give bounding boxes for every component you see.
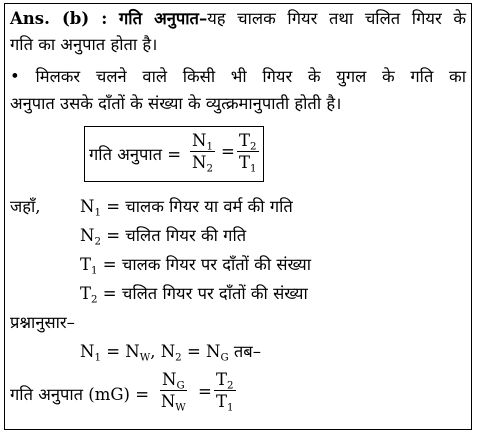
boxed-fraction-speed xyxy=(190,130,215,173)
bullet-line1 xyxy=(10,66,466,88)
final-fraction-teeth xyxy=(214,369,236,412)
answer-text-line2: गति का अनुपात होता है। xyxy=(10,35,158,54)
answer-heading-line xyxy=(10,8,466,30)
answer-term: गति अनुपात– xyxy=(119,9,208,28)
bullet-text-line2: अनुपात उसके दाँतों के संख्या के व्युत्क्रमानुपाती होती है। xyxy=(10,94,342,113)
fraction-denominator: $N_2$ xyxy=(192,153,213,175)
boxed-formula-lhs: गति अनुपात = xyxy=(89,145,182,164)
definition-item: $T_2$ = चलित गियर पर दाँतों की संख्या xyxy=(80,284,308,306)
fraction-denominator: $T_1$ xyxy=(216,392,234,414)
bullet-symbol: • xyxy=(10,67,20,86)
fraction-numerator: $T_2$ xyxy=(216,370,234,392)
where-label: जहाँ, xyxy=(10,197,41,216)
question-label: प्रश्नानुसार– xyxy=(10,313,75,332)
definition-item: $N_2$ = चलित गियर की गति xyxy=(80,226,247,248)
boxed-formula-equals: = xyxy=(221,142,235,161)
final-formula-equals: = xyxy=(198,382,212,401)
fraction-numerator: $N_G$ xyxy=(162,370,185,392)
fraction-denominator: $T_1$ xyxy=(239,153,257,175)
boxed-fraction-teeth xyxy=(237,130,259,173)
answer-text-line1: यह चालक गियर तथा चलित गियर के xyxy=(207,9,467,28)
fraction-numerator: $T_2$ xyxy=(239,131,257,153)
final-fraction-speed xyxy=(160,369,187,412)
given-relation: $N_1 = N_W$, $N_2 = N_G$ तब– xyxy=(80,342,261,364)
definition-item: $N_1$ = चालक गियर या वर्म की गति xyxy=(80,197,293,219)
answer-label: Ans. (b) : xyxy=(10,9,108,28)
final-formula-lhs: गति अनुपात (mG) = xyxy=(10,385,150,404)
fraction-numerator: $N_1$ xyxy=(192,131,213,153)
bullet-text-line1: मिलकर चलने वाले किसी भी गियर के युगल के गति का xyxy=(35,67,466,86)
definition-item: $T_1$ = चालक गियर पर दाँतों की संख्या xyxy=(80,255,311,277)
fraction-denominator: $N_W$ xyxy=(160,392,186,414)
